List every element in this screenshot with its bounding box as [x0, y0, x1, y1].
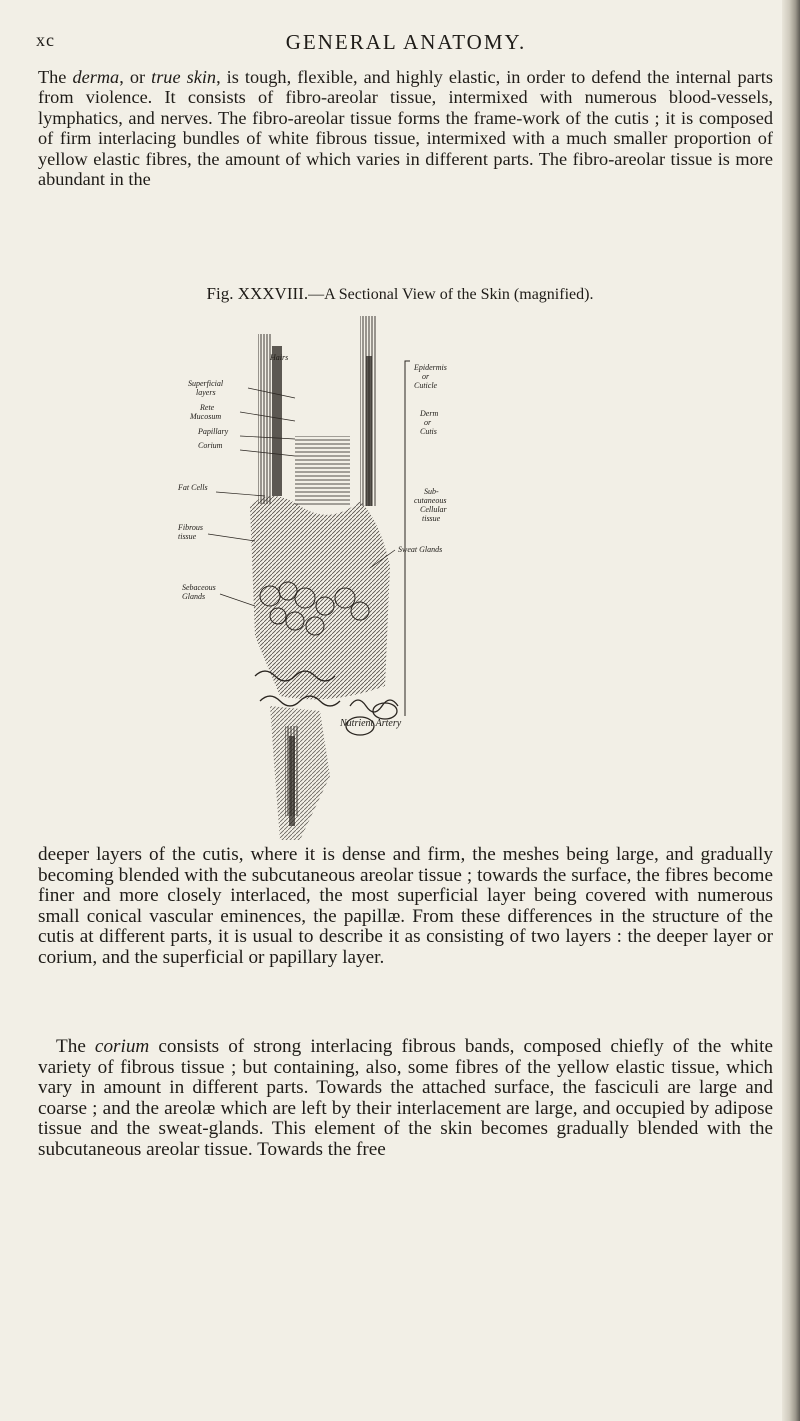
- figure-caption: [0, 284, 800, 304]
- label-rete-2: Mucosum: [190, 412, 222, 421]
- label-cuticle: Cuticle: [414, 381, 438, 390]
- text-run: consists of strong interlacing fibrous bands, composed chiefly of the white variety of fibrous tissue ; but containing, also, some fibres of the yellow elastic tissue, which vary in amount in different parts. Towards the attached surface, the fasciculi are large and coarse ; and the areolæ which are left by their interlacement are large, and occupied by adipose tissue and the sweat-glands. This element of the skin becomes gradually blended with the subcutaneous areolar tissue. Towards the free: [38, 1036, 773, 1160]
- label-nutrient-artery: Nutrient Artery: [340, 718, 402, 729]
- label-sebaceous: Sebaceous: [182, 583, 216, 592]
- running-head: GENERAL ANATOMY.: [285, 30, 527, 54]
- label-fibrous: Fibrous: [178, 523, 204, 532]
- label-hairs: Hairs: [270, 353, 289, 362]
- lower-dermis: [270, 706, 330, 840]
- label-cellular: Cellular: [420, 505, 447, 514]
- label-rete: Rete: [200, 403, 215, 412]
- label-derm: Derm: [420, 409, 439, 418]
- text-run: The: [56, 1036, 95, 1057]
- label-tissue: tissue: [422, 514, 441, 523]
- text-run: The: [38, 67, 73, 87]
- term-true-skin: true skin: [151, 67, 217, 87]
- epidermis-layers: [295, 436, 350, 506]
- label-cutis: Cutis: [420, 427, 437, 436]
- page-edge-shadow: [782, 0, 800, 1421]
- page-header: [36, 30, 776, 66]
- label-sebaceous-2: Glands: [182, 592, 206, 601]
- label-epidermis: Epidermis: [414, 363, 447, 372]
- label-papillary: Papillary: [198, 427, 229, 436]
- label-sub: Sub-: [424, 487, 439, 496]
- caption-number: Fig. XXXVIII.: [206, 284, 309, 303]
- label-derm-or: or: [424, 418, 432, 427]
- skin-section-illustration: [178, 306, 620, 840]
- dermis-mass: [250, 496, 390, 699]
- label-fat-cells: Fat Cells: [178, 483, 208, 492]
- label-superficial: Superficial: [188, 379, 224, 388]
- label-fibrous-2: tissue: [178, 532, 197, 541]
- label-corium: Corium: [198, 441, 223, 450]
- skin-section-svg: [178, 306, 620, 840]
- page-number: xc: [36, 30, 55, 50]
- text-run: , or: [119, 67, 152, 87]
- term-derma: derma: [72, 67, 120, 87]
- label-sweat-glands: Sweat Glands: [398, 545, 443, 554]
- layer-bracket: [405, 361, 410, 716]
- term-corium: corium: [94, 1036, 150, 1057]
- paragraph-derma: [38, 67, 773, 189]
- paragraph-deeper-layers: deeper layers of the cutis, where it is dense and firm, the meshes being large, and gradually becoming blended with the subcutaneous areolar tissue ; towards the surface, the fibres become finer and more closely interlaced, the most superficial layer being covered with numerous small conical vascular eminences, the papillæ. From these differences in the structure of the cutis at different parts, it is usual to describe it as consisting of two layers : the deeper layer or corium, and the superficial or papillary layer.: [38, 844, 773, 968]
- caption-text: —A Sectional View of the Skin (magnified).: [308, 286, 594, 303]
- label-subcutaneous: cutaneous: [414, 496, 447, 505]
- label-epidermis-or: or: [422, 372, 430, 381]
- paragraph-corium: [38, 1037, 773, 1160]
- label-superficial-2: layers: [196, 388, 216, 397]
- text-run: , is tough, flexible, and highly elastic, in order to defend the internal parts from violence. It consists of fibro-areolar tissue, intermixed with numerous blood-vessels, lymphatics, and nerves. The fibro-areolar tissue forms the frame-work of the cutis ; it is composed of firm interlacing bundles of white fibrous tissue, intermixed with a much smaller proportion of yellow elastic fibres, the amount of which varies in different parts. The fibro-areolar tissue is more abundant in the: [38, 67, 773, 190]
